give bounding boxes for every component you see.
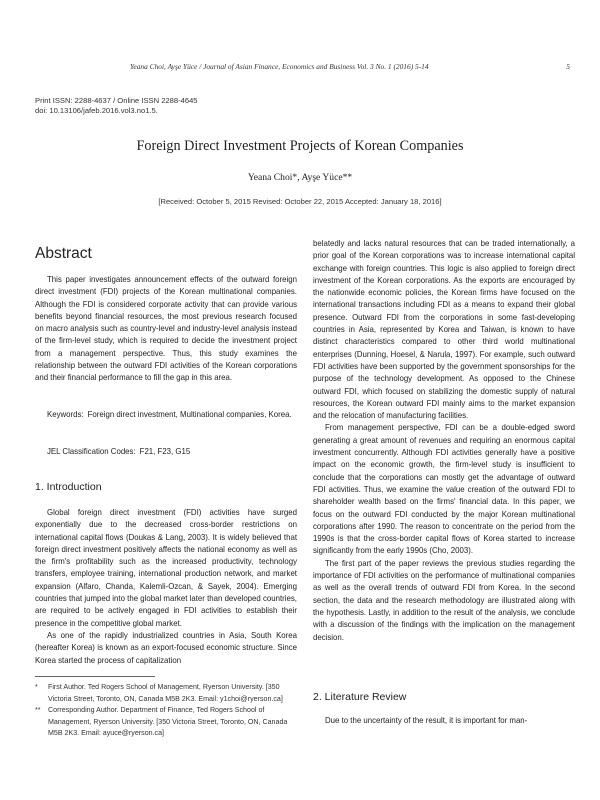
footnote-2-text: Corresponding Author. Department of Finance, Ted Rogers School of Management, Ryerson University. [350 Victoria Street, Toronto, ON, Canada M5B 2K3. Email: ayuce@ryerson.ca]: [48, 706, 288, 738]
received-dates: [Received: October 5, 2015 Revised: October 22, 2015 Accepted: January 18, 2016]: [158, 197, 442, 206]
right-column-text: [313, 238, 575, 644]
lit-paragraph-1: Due to the uncertainty of the result, it is important for man-: [325, 716, 528, 725]
footnote-1-text: First Author. Ted Rogers School of Management, Ryerson University. [350 Victoria Street, Toronto, ON, Canada M5B 2K3. Email: y1choi@ryerson.ca]: [48, 683, 283, 703]
abstract-heading: Abstract: [35, 245, 92, 262]
paper-title: Foreign Direct Investment Projects of Korean Companies: [136, 138, 464, 154]
footnote-1: [35, 682, 297, 705]
intro-paragraph-2: As one of the rapidly industrialized countries in Asia, South Korea (hereafter Korea) is known as an export-focused economic structure. Since Korea started the process of capitalization: [35, 630, 297, 665]
issn-line: Print ISSN: 2288-4637 / Online ISSN 2288-4645: [35, 96, 198, 105]
footnote-2-mark: **: [35, 706, 41, 714]
keywords: [35, 409, 297, 421]
jel-label: JEL Classification Codes:: [47, 447, 136, 456]
introduction-text: [35, 507, 297, 667]
abstract-body: [35, 274, 297, 385]
jel-codes: [35, 446, 297, 458]
author-list: Yeana Choi*, Ayşe Yüce**: [247, 172, 353, 183]
abstract-paragraph: This paper investigates announcement effects of the outward foreign direct investment (FDI) projects of the Korean multinational companies. Although the FDI is considered corporate activity that can provide various benefits beyond financial resources, the most previous research focused on macro analysis such as country-level and industry-level analysis instead of the firm-level study, which is required to decide the investment project from a management perspective. Thus, this study examines the relationship between the outward FDI activities of the Korean corporations and their financial performance to fill the gap in this area.: [35, 275, 297, 383]
footnote-1-mark: *: [35, 683, 38, 691]
jel-value: F21, F23, G15: [139, 447, 191, 456]
footnote-2: [35, 705, 297, 740]
page-number: 5: [566, 62, 570, 71]
right-paragraph-3: The first part of the paper reviews the previous studies regarding the importance of FDI activities on the performance of multinational companies as well as the overall trends of outward FDI from Korea. In the second section, the data and the research methodology are illustrated along with the hypothesis. Lastly, in addition to the result of the analysis, we conclude with a discussion of the findings with the implication on the management decision.: [313, 558, 575, 642]
section-heading-introduction: 1. Introduction: [35, 481, 102, 493]
keywords-label: Keywords:: [47, 410, 84, 419]
literature-review-text: [313, 715, 575, 727]
section-heading-literature-review: 2. Literature Review: [313, 691, 407, 703]
running-head-text: Yeana Choi, Ayşe Yüce / Journal of Asian Finance, Economics and Business Vol. 3 No. 1 (2016) 5-14: [130, 62, 429, 71]
intro-paragraph-1: Global foreign direct investment (FDI) activities have surged exponentially due to the decreased cross-border restrictions on international capital flows (Doukas & Lang, 2003). It is widely believed that foreign direct investment positively affects the national economy as well as the firm's profitability such as the increased productivity, technology transfers, employee training, international production network, and market expansion (Alfaro, Chanda, Kalemli-Ozcan, & Sayek, 2004). Emerging countries that jumped into the global market later than developed countries, are required to be actively engaged in FDI activities to establish their presence in the competitive global market.: [35, 508, 297, 628]
right-paragraph-2: From management perspective, FDI can be a double-edged sword generating a great amount of revenues and requiring an enormous capital investment concurrently. Although FDI activities generally have a positive impact on the economic growth, the firm-level study is insufficient to conclude that the corporations can mostly get the advantage of outward FDI activities. Thus, we examine the value creation of the outward FDI to shareholder wealth based on the firms' financial data. In this paper, we focus on the outward FDI conducted by the major Korean multinational corporations after 1990. The reason to concentrate on the period from the 1990s is that the cross-border capital flows of Korea started to increase significantly from the early 1990s (Cho, 2003).: [313, 423, 575, 556]
keywords-value: Foreign direct investment, Multinational companies, Korea.: [87, 410, 292, 419]
footnote-rule: [35, 676, 155, 677]
doi-line: doi: 10.13106/jafeb.2016.vol3.no1.5.: [35, 106, 158, 115]
right-paragraph-1: belatedly and lacks natural resources that can be traded internationally, a prior goal of the Korean corporations was to increase international capital exchange with foreign countries. This logic is also applied to foreign direct investment of the Korean corporations. As the exports are encouraged by the nationwide economic policies, the Korean firms have focused on the international transactions including FDI as a means to expand their global presence. Outward FDI from the corporations in some fast-developing countries in Asia, represented by Korea and Taiwan, is known to have distinct characteristics compared to other third world multinational enterprises (Dunning, Hoesel, & Narula, 1997). For example, such outward FDI activities have been supported by the government sponsorships for the purpose of the technology development. As opposed to the Chinese outward FDI, which focused on stabilizing the domestic supply of natural resources, the Korean outward FDI mainly aims to the market expansion and the relocation of manufacturing facilities.: [313, 239, 575, 421]
